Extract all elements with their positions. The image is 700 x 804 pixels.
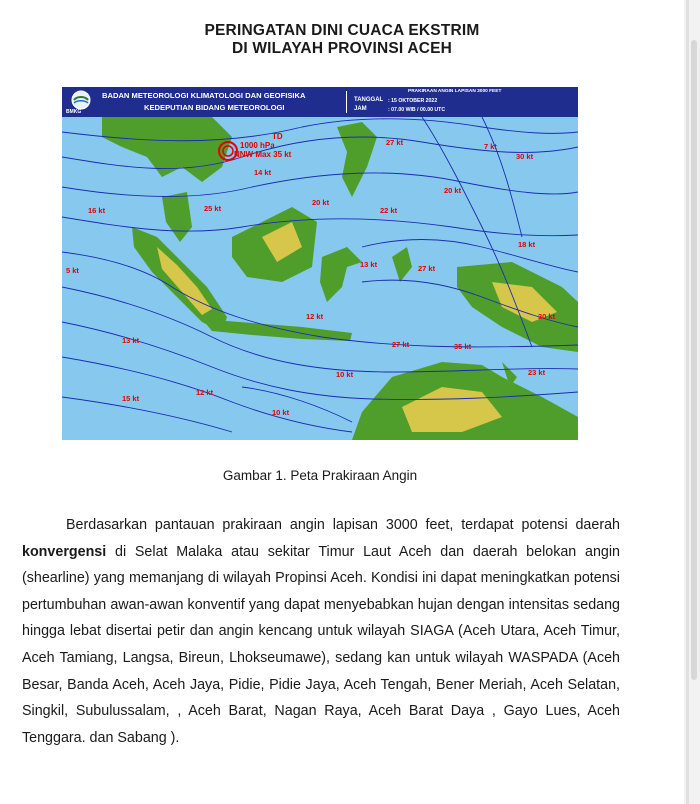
cyclone-label-line2: 1000 hPa: [240, 141, 275, 150]
map-header: [62, 87, 578, 117]
wind-label: 10 kt: [336, 370, 354, 379]
scroll-edge-shade: [686, 0, 689, 804]
cyclone-label-line3: NNW Max 35 kt: [234, 150, 292, 159]
wind-label: 20 kt: [312, 198, 330, 207]
document-title-line1: PERINGATAN DINI CUACA EKSTRIM: [204, 22, 480, 39]
wind-label: 27 kt: [392, 340, 410, 349]
wind-label: 30 kt: [516, 152, 534, 161]
scrollbar-thumb[interactable]: [691, 40, 697, 680]
wind-map-graphic: [62, 87, 578, 440]
map-date-value: : 15 OKTOBER 2022: [388, 98, 438, 104]
map-time-value: : 07.00 WIB / 00.00 UTC: [388, 107, 446, 113]
document-title-line2: DI WILAYAH PROVINSI ACEH: [231, 40, 453, 57]
wind-label: 12 kt: [196, 388, 214, 397]
map-date-label: TANGGAL: [354, 97, 384, 103]
wind-label: 27 kt: [386, 138, 404, 147]
body-paragraph: [22, 512, 620, 751]
wind-label: 30 kt: [538, 312, 556, 321]
bmkg-logo-text: BMKG: [66, 109, 82, 115]
org-name-line1: BADAN METEOROLOGI KLIMATOLOGI DAN GEOFISIKA: [102, 91, 306, 100]
wind-label: 22 kt: [380, 206, 398, 215]
wind-forecast-map: [62, 87, 578, 440]
wind-label: 13 kt: [122, 336, 140, 345]
wind-label: 5 kt: [66, 266, 79, 275]
org-name-line2: KEDEPUTIAN BIDANG METEOROLOGI: [144, 103, 285, 112]
wind-label: 15 kt: [122, 394, 140, 403]
wind-label: 23 kt: [528, 368, 546, 377]
wind-label: 7 kt: [484, 142, 497, 151]
wind-label: 14 kt: [254, 168, 272, 177]
paragraph-bold-term: konvergensi: [22, 543, 107, 560]
right-scroll-edge[interactable]: [684, 0, 700, 804]
paragraph-text-part2: di Selat Malaka atau sekitar Timur Laut Aceh dan daerah belokan angin (shearline) yang memanjang di wilayah Propinsi Aceh. Kondisi ini dapat meningkatkan potensi pertumbuhan awan-awan konventif yang dapat menyebabkan hujan dengan intensitas sedang hingga lebat disertai petir dan angin kencang untuk wilayah SIAGA (Aceh Utara, Aceh Timur, Aceh Tamiang, Langsa, Bireun, Lhokseumawe), sedang kan untuk wilayah WASPADA (Aceh Besar, Banda Aceh, Aceh Jaya, Pidie, Pidie Jaya, Aceh Tengah, Bener Meriah, Aceh Selatan, Singkil, Subulussalam, , Aceh Barat, Nagan Raya, Aceh Barat Daya , Gayo Lues, Aceh Tenggara. dan Sabang ).: [22, 543, 620, 746]
paragraph-text-part1: Berdasarkan pantauan prakiraan angin lapisan 3000 feet, terdapat potensi daerah: [66, 517, 620, 533]
wind-label: 35 kt: [454, 342, 472, 351]
map-product-title: PRAKIRAAN ANGIN LAPISAN 3000 FEET: [408, 89, 502, 94]
wind-label: 13 kt: [360, 260, 378, 269]
wind-label: 25 kt: [204, 204, 222, 213]
wind-label: 27 kt: [418, 264, 436, 273]
cyclone-label-line1: TD: [272, 132, 283, 141]
wind-label: 18 kt: [518, 240, 536, 249]
wind-label: 10 kt: [272, 408, 290, 417]
wind-label: 16 kt: [88, 206, 106, 215]
wind-label: 20 kt: [444, 186, 462, 195]
figure-caption: Gambar 1. Peta Prakiraan Angin: [222, 468, 418, 483]
map-time-label: JAM: [354, 106, 367, 112]
header-divider: [346, 91, 347, 113]
wind-label: 12 kt: [306, 312, 324, 321]
